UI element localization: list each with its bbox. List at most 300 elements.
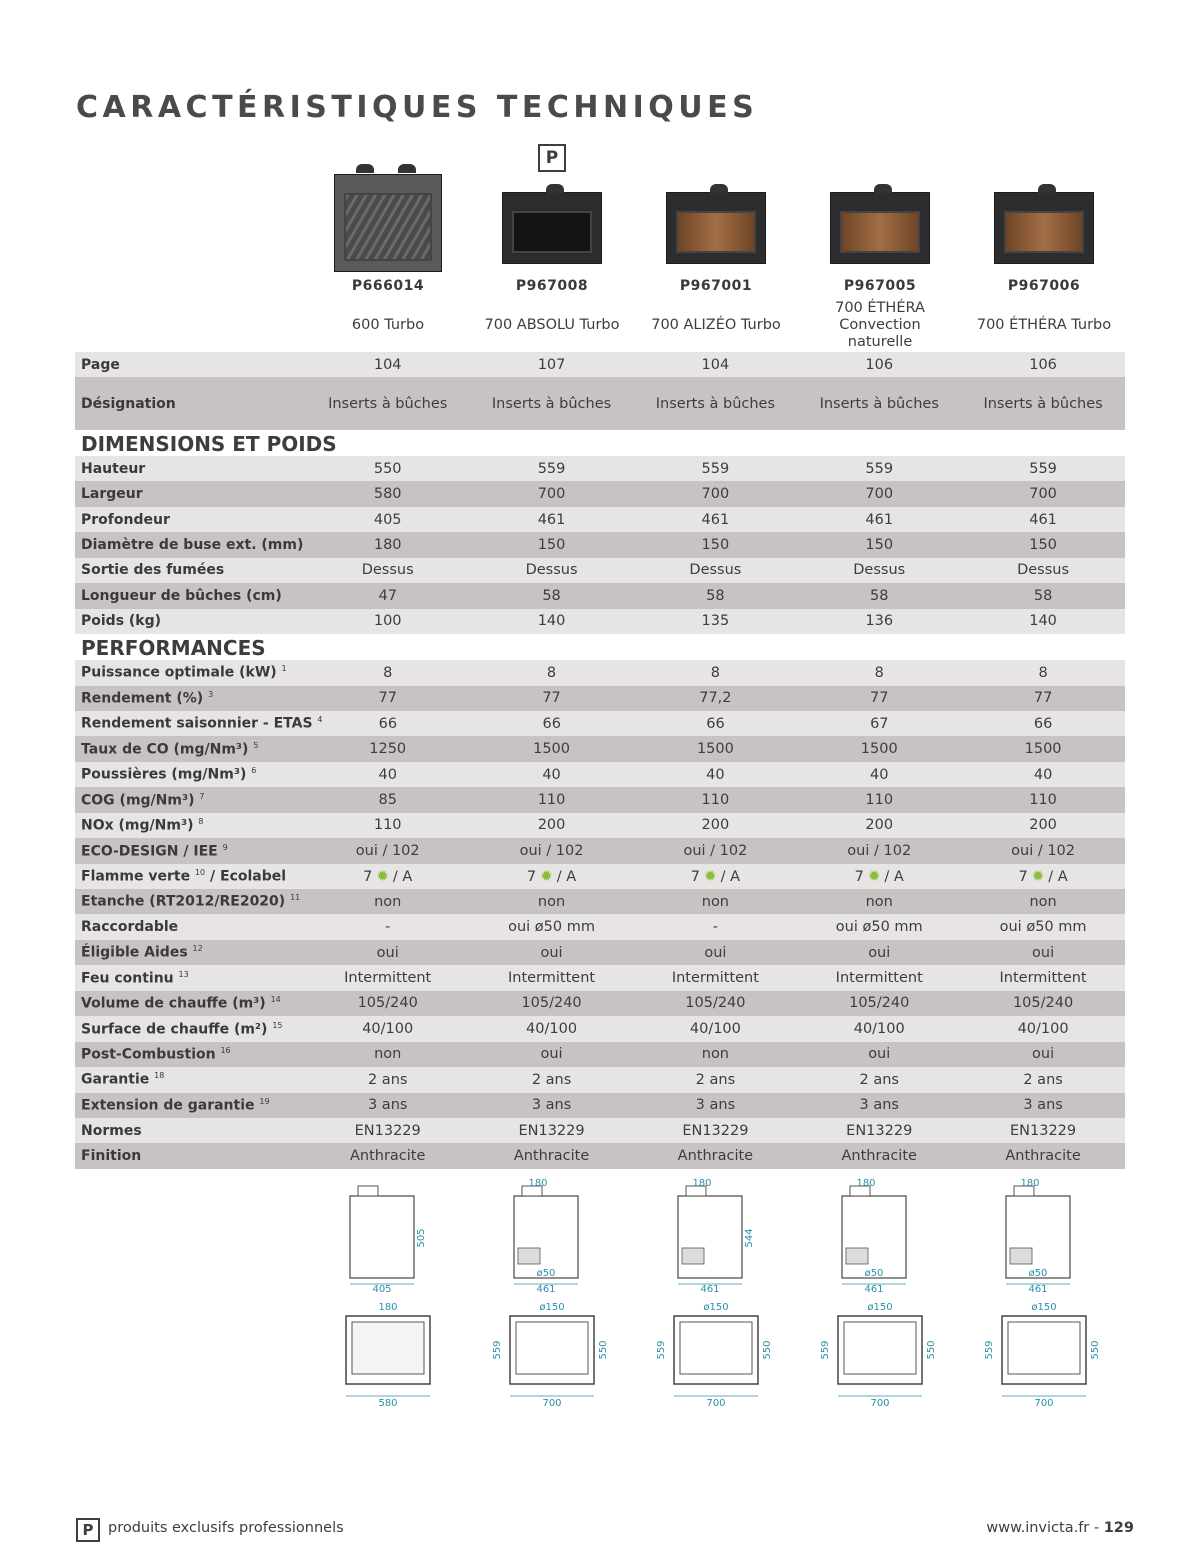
spec-value — [633, 690, 797, 706]
spec-value — [797, 537, 961, 553]
spec-value-text: oui / 102 — [847, 842, 912, 859]
spec-value-text: 58 — [542, 587, 561, 604]
spec-value — [961, 588, 1125, 604]
flue-collar — [874, 184, 892, 193]
footer-legend: produits exclusifs professionnels — [108, 1520, 344, 1536]
spec-value-text: Intermittent — [344, 970, 432, 987]
spec-label-text: Largeur — [81, 486, 143, 503]
spec-value — [961, 562, 1125, 578]
spec-row — [75, 609, 1125, 634]
front-height-right-dimension: 550 — [1090, 1340, 1101, 1360]
spec-value — [306, 562, 470, 578]
spec-value-text: 3 ans — [859, 1097, 899, 1114]
spec-value-text: 1250 — [369, 741, 407, 758]
spec-label-text: Etanche (RT2012/RE2020) — [81, 894, 286, 911]
product-ref: P967006 — [1007, 278, 1081, 294]
spec-label-suffix: / Ecolabel — [205, 868, 287, 885]
front-top-dimension: ø150 — [703, 1302, 729, 1313]
spec-value-text: 110 — [373, 817, 402, 834]
spec-value-suffix: / A — [392, 869, 413, 886]
front-top-dimension: ø150 — [867, 1302, 893, 1313]
front-view-drawing — [306, 1302, 470, 1412]
footnote-ref: 11 — [290, 893, 301, 903]
spec-label — [75, 690, 306, 707]
spec-value — [961, 995, 1125, 1011]
spec-value — [961, 817, 1125, 833]
spec-value-text: Anthracite — [1005, 1148, 1081, 1165]
spec-value — [470, 613, 634, 629]
spec-value — [961, 945, 1125, 961]
spec-value-text: 1500 — [533, 741, 570, 758]
spec-value-text: 461 — [865, 511, 894, 528]
side-outline — [678, 1196, 742, 1278]
spec-label-text: Volume de chauffe (m³) — [81, 995, 266, 1012]
spec-value-text: 461 — [537, 511, 566, 528]
spec-value-text: 105/240 — [521, 995, 582, 1012]
footnote-ref: 4 — [317, 715, 323, 725]
spec-value-text: Dessus — [361, 562, 414, 579]
flue-collar — [398, 164, 416, 173]
spec-value — [306, 1097, 470, 1113]
spec-value-text: 58 — [870, 587, 889, 604]
spec-value-text: non — [374, 1046, 402, 1063]
spec-value — [797, 461, 961, 477]
spec-value-text: oui / 102 — [683, 842, 748, 859]
spec-value-text: - — [712, 919, 718, 936]
spec-value — [306, 1072, 470, 1088]
spec-row — [75, 864, 1125, 889]
flue-outlet — [358, 1186, 378, 1196]
spec-value — [633, 357, 797, 373]
spec-value — [470, 562, 634, 578]
spec-label-text: Raccordable — [81, 919, 179, 936]
spec-value-text: 2 ans — [695, 1071, 736, 1088]
spec-value — [797, 995, 961, 1011]
spec-label-text: Poussières (mg/Nm³) — [81, 766, 247, 783]
flue-collar — [356, 164, 374, 173]
spec-value-suffix: / A — [556, 869, 577, 886]
spec-value — [470, 690, 634, 706]
spec-value-text: 700 — [537, 486, 566, 503]
spec-value-text: 77 — [1033, 690, 1053, 707]
spec-value-text: Intermittent — [835, 970, 923, 987]
spec-value — [961, 894, 1125, 910]
spec-label — [75, 766, 306, 783]
spec-value-text: 150 — [865, 537, 894, 554]
front-height-right-dimension: 550 — [926, 1340, 937, 1360]
spec-value-text: 104 — [701, 356, 730, 373]
side-outline — [514, 1196, 578, 1278]
spec-value — [961, 1148, 1125, 1164]
side-view-drawing — [962, 1178, 1126, 1293]
spec-value-text: 40 — [870, 766, 889, 783]
spec-value — [797, 1072, 961, 1088]
spec-value — [306, 1123, 470, 1139]
spec-label — [75, 1021, 306, 1038]
air-box — [518, 1248, 540, 1264]
spec-label-text: Post-Combustion — [81, 1046, 216, 1063]
drawing-column — [470, 1178, 634, 1418]
spec-value — [961, 461, 1125, 477]
spec-label-text: Feu continu — [81, 970, 174, 987]
footer-site[interactable]: www.invicta.fr — [986, 1520, 1090, 1536]
spec-value-text: oui — [1032, 1046, 1055, 1063]
spec-row — [75, 838, 1125, 863]
spec-value — [470, 1072, 634, 1088]
spec-value-text: 3 ans — [367, 1097, 408, 1114]
spec-value — [961, 396, 1125, 412]
spec-label — [75, 792, 306, 809]
pro-badge-icon: P — [538, 144, 566, 172]
spec-row — [75, 377, 1125, 430]
spec-value-text: 140 — [1029, 613, 1057, 630]
spec-value — [633, 1097, 797, 1113]
spec-value-text: 8 — [710, 664, 720, 681]
spec-value — [961, 1097, 1125, 1113]
spec-value — [961, 970, 1125, 986]
spec-value — [306, 613, 470, 629]
front-width-dimension: 700 — [1034, 1398, 1054, 1409]
spec-value — [470, 1123, 634, 1139]
spec-value — [470, 665, 634, 681]
spec-value-text: 200 — [865, 817, 894, 834]
product-name: 600 Turbo — [351, 316, 425, 333]
spec-value — [470, 767, 634, 783]
spec-row — [75, 965, 1125, 990]
spec-value — [797, 665, 961, 681]
footnote-ref: 13 — [178, 969, 189, 979]
side-view-drawing — [306, 1178, 470, 1293]
spec-value — [470, 1097, 634, 1113]
spec-value — [633, 843, 797, 859]
spec-label-text: Poids (kg) — [81, 613, 162, 630]
spec-label-text: Page — [81, 356, 120, 373]
spec-value-text: 200 — [701, 817, 730, 834]
flue-collar — [1038, 184, 1056, 193]
spec-value-text: 150 — [1029, 537, 1057, 554]
spec-label — [75, 357, 306, 373]
footnote-ref: 5 — [253, 740, 259, 750]
front-window — [1008, 1322, 1080, 1374]
footnote-ref: 1 — [281, 664, 287, 674]
spec-value-text: Anthracite — [349, 1148, 426, 1165]
air-box — [1010, 1248, 1032, 1264]
spec-value — [961, 1072, 1125, 1088]
spec-label — [75, 868, 306, 885]
spec-value — [306, 665, 470, 681]
spec-value-text: non — [701, 1046, 730, 1063]
spec-value — [470, 970, 634, 986]
spec-label-text: NOx (mg/Nm³) — [81, 817, 194, 834]
spec-value-text: Dessus — [853, 562, 906, 579]
spec-value — [797, 741, 961, 757]
spec-value — [961, 741, 1125, 757]
stove-body — [502, 192, 602, 264]
spec-value — [306, 867, 470, 885]
product-name: 700 ABSOLU Turbo — [484, 316, 620, 333]
spec-row — [75, 507, 1125, 532]
spec-row — [75, 456, 1125, 481]
side-depth-dimension: 461 — [700, 1284, 720, 1293]
spec-value — [797, 1046, 961, 1062]
spec-value-text: oui — [376, 944, 399, 961]
spec-value-text: 40 — [378, 766, 397, 783]
side-depth-dimension: 461 — [864, 1284, 884, 1293]
spec-value — [470, 995, 634, 1011]
spec-value-text: 461 — [1029, 511, 1057, 528]
spec-value — [961, 357, 1125, 373]
stove-body — [994, 192, 1094, 264]
spec-value-text: 136 — [865, 613, 894, 630]
section-title: PERFORMANCES — [81, 636, 266, 661]
spec-value-text: 150 — [701, 537, 730, 554]
flamme-verte-icon: ✹ — [704, 867, 717, 886]
product-column — [470, 150, 634, 352]
drawing-column — [306, 1178, 470, 1418]
side-depth-dimension: 461 — [536, 1284, 556, 1293]
flue-collar — [710, 184, 728, 193]
spec-value — [470, 357, 634, 373]
spec-label — [75, 664, 306, 681]
spec-value — [961, 537, 1125, 553]
spec-value-text: 77 — [870, 690, 889, 707]
product-name: 700 ÉTHÉRA Turbo — [976, 316, 1112, 333]
spec-value-text: Inserts à bûches — [819, 395, 939, 412]
spec-value — [961, 867, 1125, 885]
spec-value — [470, 396, 634, 412]
front-top-dimension: ø150 — [539, 1302, 565, 1313]
spec-value — [306, 486, 470, 502]
spec-value-text: 700 — [1029, 486, 1057, 503]
front-height-dimension: 559 — [492, 1340, 503, 1360]
spec-value-text: 105/240 — [1012, 995, 1074, 1012]
spec-row — [75, 914, 1125, 939]
spec-value — [633, 665, 797, 681]
spec-row — [75, 889, 1125, 914]
spec-value — [306, 716, 470, 732]
spec-value — [961, 1123, 1125, 1139]
spec-value — [633, 919, 797, 935]
spec-value-text: 107 — [537, 356, 566, 373]
spec-value-text: 40/100 — [526, 1020, 578, 1037]
spec-value-text: 559 — [537, 460, 566, 477]
spec-value — [633, 613, 797, 629]
spec-row — [75, 660, 1125, 685]
spec-value-text: oui / 102 — [1011, 842, 1076, 859]
spec-value-text: non — [701, 893, 730, 910]
spec-value-suffix: / A — [1048, 869, 1068, 886]
spec-value — [633, 512, 797, 528]
spec-value — [797, 562, 961, 578]
spec-value-text: 8 — [874, 664, 884, 681]
stove-image — [830, 184, 930, 264]
spec-row — [75, 686, 1125, 711]
front-window — [844, 1322, 916, 1374]
spec-value — [470, 486, 634, 502]
spec-value-text: 58 — [1033, 587, 1053, 604]
spec-table — [75, 352, 1125, 1169]
stove-body — [334, 174, 442, 272]
stove-window — [512, 211, 592, 253]
spec-value — [633, 945, 797, 961]
footnote-ref: 15 — [272, 1020, 283, 1030]
spec-value-text: oui — [540, 944, 563, 961]
spec-value — [470, 461, 634, 477]
pro-badge-icon: P — [76, 1518, 100, 1542]
spec-value-suffix: / A — [720, 869, 740, 886]
spec-value — [306, 1148, 470, 1164]
spec-value-text: oui ø50 mm — [999, 919, 1087, 936]
product-name: 700 ALIZÉO Turbo — [651, 316, 781, 333]
spec-label — [75, 843, 306, 860]
spec-value — [797, 817, 961, 833]
spec-row — [75, 762, 1125, 787]
spec-value — [470, 537, 634, 553]
spec-value-text: 1500 — [696, 741, 734, 758]
spec-value — [961, 716, 1125, 732]
spec-value — [306, 461, 470, 477]
spec-value-text: oui — [868, 944, 891, 961]
spec-value — [961, 486, 1125, 502]
spec-row — [75, 1118, 1125, 1143]
spec-value — [633, 995, 797, 1011]
front-view-drawing — [798, 1302, 962, 1412]
spec-value — [306, 970, 470, 986]
spec-value-text: 8 — [1038, 664, 1048, 681]
spec-value — [961, 919, 1125, 935]
spec-value — [797, 1021, 961, 1037]
front-height-dimension: 559 — [656, 1340, 667, 1360]
stove-window — [840, 211, 920, 253]
spec-value-text: 110 — [1029, 791, 1057, 808]
spec-value-text: 135 — [701, 613, 730, 630]
spec-value-text: 110 — [701, 791, 730, 808]
spec-value-text: Dessus — [1017, 562, 1070, 579]
spec-label-text: Longueur de bûches (cm) — [81, 587, 282, 604]
spec-value — [797, 1123, 961, 1139]
spec-value — [470, 867, 634, 885]
flue-collar — [546, 184, 564, 193]
spec-value — [961, 613, 1125, 629]
spec-label — [75, 893, 306, 910]
spec-value — [633, 537, 797, 553]
spec-value — [470, 945, 634, 961]
spec-value — [633, 1148, 797, 1164]
flamme-verte-icon: ✹ — [540, 867, 553, 886]
flamme-verte-icon: ✹ — [1031, 867, 1045, 886]
spec-value — [797, 792, 961, 808]
spec-label — [75, 537, 306, 553]
spec-value-text: 180 — [373, 537, 402, 554]
spec-value — [470, 588, 634, 604]
side-depth-dimension: 461 — [1028, 1284, 1048, 1293]
spec-value-text: oui — [540, 1046, 563, 1063]
page-footer — [76, 1518, 1134, 1542]
spec-value — [306, 995, 470, 1011]
front-view-drawing — [470, 1302, 634, 1412]
spec-value-text: Inserts à bûches — [655, 395, 776, 412]
spec-value-text: oui ø50 mm — [835, 919, 923, 936]
spec-value-text: 58 — [706, 587, 725, 604]
side-pipe-dimension: ø50 — [864, 1268, 884, 1279]
spec-value — [797, 970, 961, 986]
spec-label — [75, 1071, 306, 1088]
spec-value-text: 40/100 — [689, 1020, 741, 1037]
side-view-drawing — [798, 1178, 962, 1293]
spec-label — [75, 1046, 306, 1063]
spec-label — [75, 995, 306, 1012]
spec-value-text: 77 — [378, 690, 397, 707]
spec-value — [470, 843, 634, 859]
spec-value-text: 40/100 — [1017, 1020, 1069, 1037]
spec-value-text: 3 ans — [695, 1097, 736, 1114]
spec-row — [75, 481, 1125, 506]
spec-value-text: 2 ans — [859, 1071, 899, 1088]
spec-value-text: 150 — [537, 537, 566, 554]
front-view-drawing — [634, 1302, 798, 1412]
front-height-right-dimension: 550 — [598, 1340, 609, 1360]
spec-value-text: 110 — [865, 791, 894, 808]
spec-row — [75, 711, 1125, 736]
spec-value-text: 405 — [373, 511, 402, 528]
spec-value — [633, 741, 797, 757]
spec-label-text: Sortie des fumées — [81, 562, 225, 579]
spec-value-text: 40 — [542, 766, 561, 783]
spec-label-text: Hauteur — [81, 460, 146, 477]
spec-value — [306, 357, 470, 373]
spec-value-text: 2 ans — [1023, 1071, 1063, 1088]
footnote-ref: 18 — [154, 1071, 165, 1081]
spec-value-text: 110 — [537, 791, 566, 808]
spec-value — [470, 741, 634, 757]
spec-value-text: 580 — [373, 486, 402, 503]
spec-value — [306, 817, 470, 833]
side-outline — [842, 1196, 906, 1278]
front-height-dimension: 559 — [820, 1340, 831, 1360]
spec-value — [470, 817, 634, 833]
spec-value — [470, 716, 634, 732]
product-ref: P967008 — [515, 278, 589, 294]
product-ref: P967005 — [843, 278, 917, 294]
spec-value-text: Anthracite — [513, 1148, 590, 1165]
front-window — [516, 1322, 588, 1374]
spec-value — [797, 716, 961, 732]
side-height-dimension: 544 — [744, 1228, 755, 1248]
spec-value — [961, 843, 1125, 859]
spec-value — [470, 1148, 634, 1164]
spec-label-text: Garantie — [81, 1072, 150, 1089]
spec-value-text: - — [385, 919, 391, 936]
spec-value-text: Anthracite — [841, 1148, 917, 1165]
front-width-dimension: 580 — [378, 1398, 398, 1409]
spec-value-text: 7 — [363, 869, 373, 886]
front-height-dimension: 559 — [984, 1340, 995, 1360]
section-title: DIMENSIONS ET POIDS — [81, 432, 337, 456]
spec-value-text: 559 — [1029, 460, 1057, 477]
product-name: 700 ÉTHÉRA Convection naturelle — [835, 299, 925, 350]
side-outline — [350, 1196, 414, 1278]
stove-image — [666, 184, 766, 264]
spec-label — [75, 588, 306, 604]
spec-label-text: Rendement (%) — [81, 690, 204, 707]
page-title: CARACTÉRISTIQUES TECHNIQUES — [76, 90, 759, 125]
spec-value-text: 104 — [373, 356, 402, 373]
spec-value — [306, 741, 470, 757]
spec-row — [75, 1143, 1125, 1168]
spec-value-text: 140 — [537, 613, 566, 630]
spec-label-text: Diamètre de buse ext. (mm) — [81, 537, 304, 554]
spec-value-text: Inserts à bûches — [328, 395, 448, 412]
